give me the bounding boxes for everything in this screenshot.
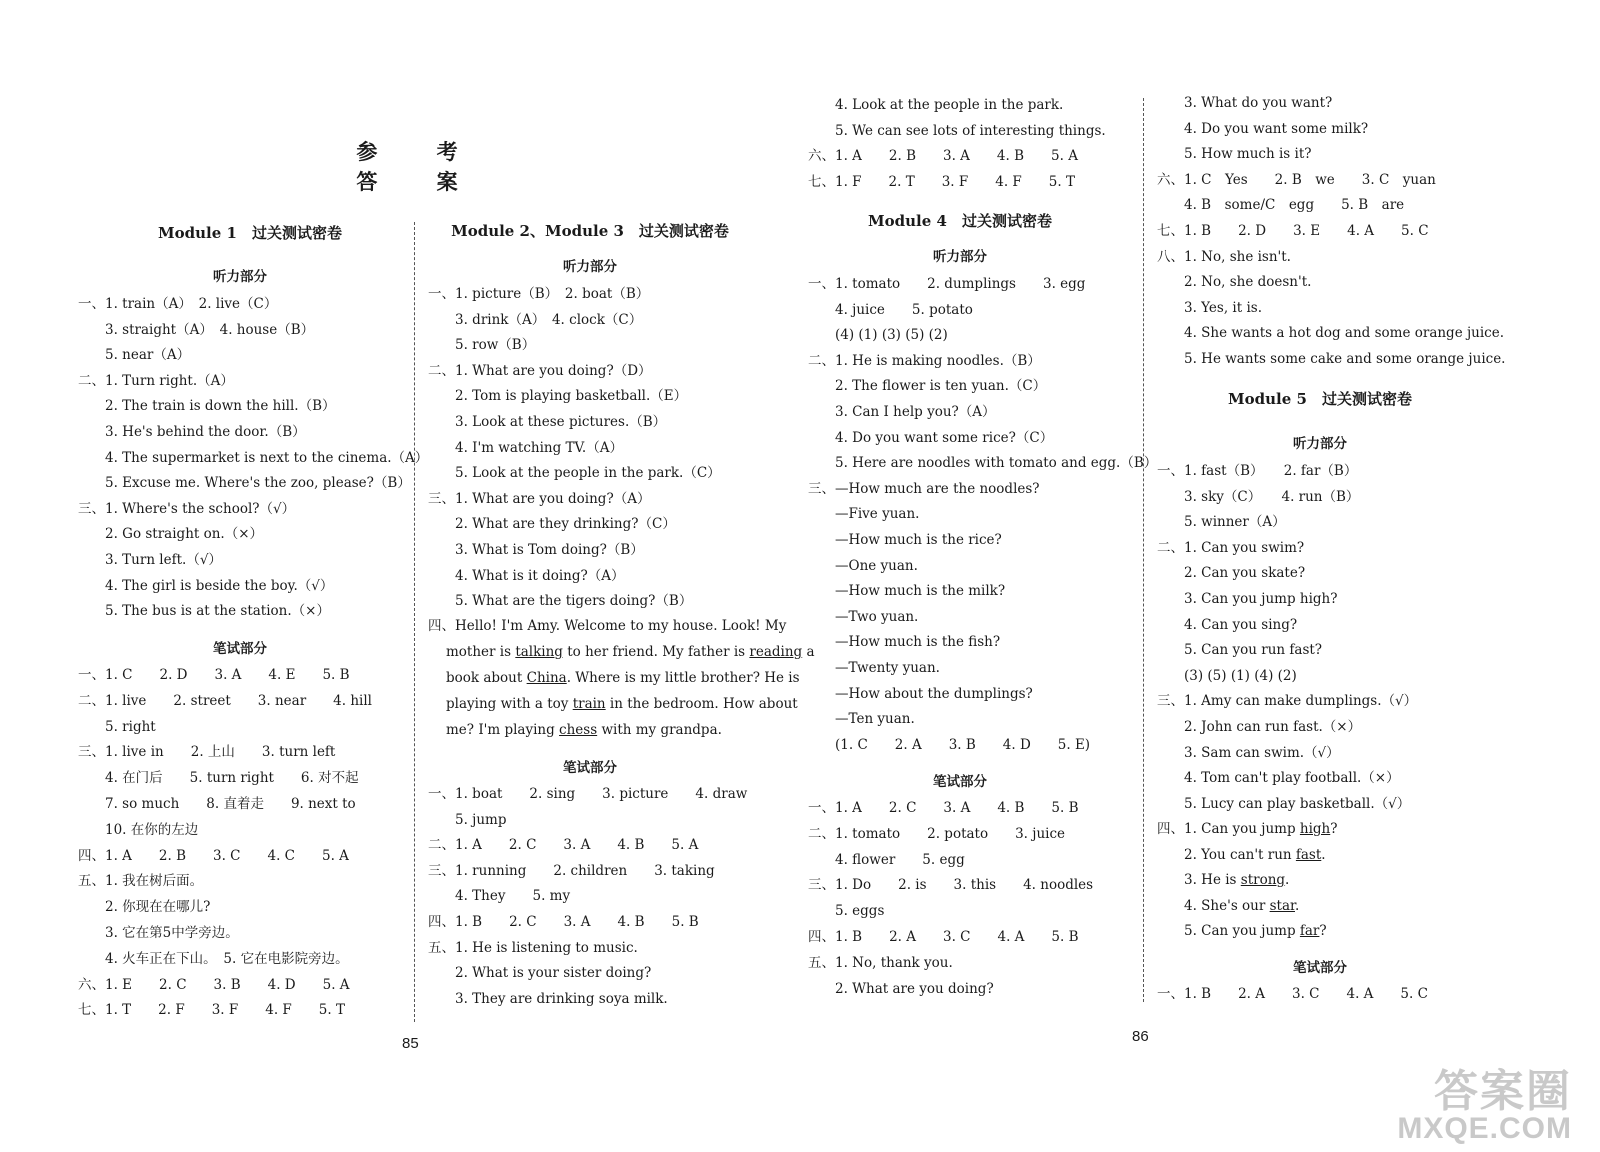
answer-line: 4. Tom can't play football.（×） [1157,770,1400,787]
paragraph-line [446,722,722,738]
answer-line: 4. I'm watching TV.（A） [428,439,623,456]
answer-line: 七、1. F 2. T 3. F 4. F 5. T [808,173,1075,190]
paragraph-text: me? I'm playing [446,722,560,738]
answer-text: 四、1. Can you jump [1157,821,1300,837]
answer-line: 三、—How much are the noodles? [808,480,1040,497]
col2-written-heading: 笔试部分 [563,760,617,776]
answer-line: 二、1. A 2. C 3. A 4. B 5. A [428,837,699,854]
answer-line: 3. He's behind the door.（B） [78,424,306,440]
answer-line: 4. They 5. my [428,888,571,905]
answer-line: —How about the dumplings? [808,685,1033,702]
answer-line: 4. What is it doing?（A） [428,567,625,584]
answer-line: 三、1. What are you doing?（A） [428,490,651,507]
underlined-answer: high [1299,821,1331,837]
answer-line: 六、1. C Yes 2. B we 3. C yuan [1157,171,1436,188]
col3-written-heading: 笔试部分 [933,774,987,790]
answer-line: 4. The supermarket is next to the cinema.（A） [78,449,429,466]
underlined-answer: talking [515,644,563,660]
col4-written-heading: 笔试部分 [1293,960,1347,976]
answer-line: —Ten yuan. [808,711,915,728]
answer-text: 5. Can you jump [1157,923,1300,940]
answer-line: 二、1. live 2. street 3. near 4. hill [78,692,372,709]
answer-line: (4) (1) (3) (5) (2) [808,327,948,344]
answer-line: —One yuan. [808,557,918,574]
answer-line: 10. 在你的左边 [78,821,199,838]
answer-line: 七、1. B 2. D 3. E 4. A 5. C [1157,223,1429,239]
watermark-url: MXQE.COM [1397,1112,1572,1145]
answer-line: 五、1. No, thank you. [808,954,953,971]
answer-line [1157,847,1326,863]
col1-listening-heading: 听力部分 [213,269,267,285]
paragraph-text: with my grandpa. [597,722,722,738]
answer-line: 5. Excuse me. Where's the zoo, please?（B） [78,475,411,492]
answer-line: 5. winner（A） [1157,514,1286,531]
answer-line: 三、1. Amy can make dumplings.（√） [1157,693,1418,710]
answer-line: 3. sky（C） 4. run（B） [1157,488,1360,505]
answer-line: (3) (5) (1) (4) (2) [1157,667,1297,684]
answer-line: 4. Look at the people in the park. [808,97,1064,113]
answer-line: 4. Can you sing? [1157,616,1298,633]
answer-line: 4. The girl is beside the boy.（√） [78,577,334,594]
answer-line: 5. How much is it? [1157,146,1312,163]
answer-line: 5. eggs [808,903,885,920]
answer-line: 5. He wants some cake and some orange juice. [1157,351,1506,367]
answer-line [1157,923,1327,939]
answer-line: 3. Yes, it is. [1157,299,1262,316]
answer-line: 2. What is your sister doing? [428,965,652,982]
answer-line: 5. row（B） [428,337,536,354]
answer-line: 2. The train is down the hill.（B） [78,398,336,415]
answer-line: —Two yuan. [808,608,919,625]
answer-line: 二、1. He is making noodles.（B） [808,352,1041,369]
answer-line: —How much is the milk? [808,583,1006,600]
answer-line: 4. juice 5. potato [808,301,973,318]
answer-line: 四、1. B 2. A 3. C 4. A 5. B [808,929,1079,945]
col1-written-heading: 笔试部分 [213,641,267,657]
answer-line: 2. What are you doing? [808,980,994,997]
answer-line: 一、1. boat 2. sing 3. picture 4. draw [428,786,748,802]
answer-line: 三、1. live in 2. 上山 3. turn left [78,744,336,761]
underlined-answer: reading [749,644,803,660]
answer-line: 六、1. E 2. C 3. B 4. D 5. A [78,976,350,993]
underlined-answer: strong [1240,872,1286,889]
answer-line: 2. What are they drinking?（C） [428,516,676,533]
answer-line: 三、1. running 2. children 3. taking [428,862,715,879]
module-1-heading: Module 1 过关测试密卷 [158,224,342,242]
answer-line: 5. Here are noodles with tomato and egg.（B） [808,455,1158,472]
underlined-answer: fast [1295,846,1322,863]
answer-line: 2. Can you skate? [1157,565,1306,582]
answer-line: 4. B some/C egg 5. B are [1157,197,1405,214]
module-5-heading: Module 5 过关测试密卷 [1228,390,1412,408]
answer-line: 2. Go straight on.（×） [78,526,264,543]
paragraph-line [446,696,798,712]
paragraph-text: . Where is my little brother? He is [566,670,800,686]
answer-line: 五、1. He is listening to music. [428,939,638,956]
answer-line: 二、1. Turn right.（A） [78,372,234,389]
answer-line: 三、1. Where's the school?（√） [78,500,296,517]
column-divider-left [414,222,415,1022]
watermark [1397,1067,1572,1145]
answer-line: —How much is the fish? [808,634,1001,651]
paragraph-text: book about [446,670,527,686]
answer-line: 5. Look at the people in the park.（C） [428,465,721,482]
answer-line: 5. We can see lots of interesting things. [808,122,1106,139]
answer-line: —How much is the rice? [808,532,1002,548]
answer-line: 5. Lucy can play basketball.（√） [1157,795,1411,812]
answer-line: 一、1. picture（B） 2. boat（B） [428,286,650,302]
answer-line: 5. What are the tigers doing?（B） [428,593,693,610]
answer-line: 一、1. tomato 2. dumplings 3. egg [808,276,1086,292]
answer-line: 4. 火车正在下山。 5. 它在电影院旁边。 [78,950,349,967]
answer-text: 4. She's our [1157,897,1270,914]
answer-line: 5. jump [428,811,507,828]
paragraph-text: a [802,644,815,660]
page-number-left: 85 [402,1035,419,1052]
underlined-answer: train [572,696,606,712]
answer-line: 2. The flower is ten yuan.（C） [808,378,1047,395]
answer-line [1157,872,1289,888]
answer-line: 3. Can you jump high? [1157,591,1338,607]
answer-line: 3. straight（A） 4. house（B） [78,321,315,338]
paragraph-text: to her friend. My father is [562,644,750,660]
col4-listening-heading: 听力部分 [1293,436,1347,452]
answer-line: 二、1. tomato 2. potato 3. juice [808,825,1066,842]
col2-listening-heading: 听力部分 [563,259,617,275]
answer-line: 一、1. train（A） 2. live（C） [78,296,278,312]
answer-text: ? [1319,923,1327,940]
answer-line: 3. Can I help you?（A） [808,404,996,420]
module-2-3-heading: Module 2、Module 3 过关测试密卷 [451,222,729,240]
paragraph-text: in the bedroom. How about [605,696,798,712]
paragraph-line: 四、Hello! I'm Amy. Welcome to my house. Look! My [428,618,787,634]
answer-line: 5. Can you run fast? [1157,642,1323,659]
underlined-answer: far [1299,923,1320,940]
answer-line [1157,898,1299,914]
page-number-right: 86 [1132,1028,1149,1045]
answer-line: —Twenty yuan. [808,660,940,676]
module-4-heading: Module 4 过关测试密卷 [868,212,1052,230]
answer-line: 7. so much 8. 直着走 9. next to [78,796,356,812]
answer-line: 四、1. A 2. B 3. C 4. C 5. A [78,847,349,864]
answer-line: 5. near（A） [78,347,191,364]
answer-line: 一、1. C 2. D 3. A 4. E 5. B [78,667,350,683]
answer-line: 3. Look at these pictures.（B） [428,414,667,430]
underlined-answer: chess [559,722,598,738]
column-divider-right [1143,98,1144,1002]
answer-text: 2. You can't run [1157,846,1296,863]
answer-line: 3. Turn left.（√） [78,552,222,568]
answer-line: 三、1. Do 2. is 3. this 4. noodles [808,877,1094,894]
answer-line: 六、1. A 2. B 3. A 4. B 5. A [808,148,1078,165]
answer-text: . [1294,897,1300,914]
answer-line: 3. 它在第5中学旁边。 [78,925,239,941]
answer-line: 一、1. fast（B） 2. far（B） [1157,463,1358,479]
answer-line: 四、1. B 2. C 3. A 4. B 5. B [428,914,699,930]
answer-line: 八、1. No, she isn't. [1157,248,1291,265]
answer-line: 3. drink（A） 4. clock（C） [428,311,643,328]
answer-line: 4. Do you want some rice?（C） [808,429,1054,446]
answer-line: 3. What is Tom doing?（B） [428,542,644,558]
paragraph-text: mother is [446,644,516,660]
watermark-logo-text: 答案圈 [1434,1067,1572,1116]
paragraph-line [446,670,800,686]
answer-line: 二、1. What are you doing?（D） [428,362,652,379]
answer-line: 4. Do you want some milk? [1157,120,1369,137]
answer-line: 4. flower 5. egg [808,851,965,868]
answer-line: (1. C 2. A 3. B 4. D 5. E) [808,736,1091,753]
answer-line [1157,821,1338,837]
answer-text: . [1321,846,1326,863]
answer-text: 3. He is [1157,872,1241,889]
answer-line: 4. 在门后 5. turn right 6. 对不起 [78,770,359,787]
underlined-answer: China [526,670,567,686]
answer-line: 2. No, she doesn't. [1157,274,1312,291]
answer-line: 5. The bus is at the station.（×） [78,603,330,620]
paragraph-line [446,644,815,660]
answer-text: . [1285,872,1290,889]
answer-line: 4. She wants a hot dog and some orange juice. [1157,325,1505,342]
answer-text: ? [1330,821,1338,837]
page-title: 参 考 答 案 [356,139,484,194]
col4-written-line: 一、1. B 2. A 3. C 4. A 5. C [1157,986,1428,1002]
paragraph-text: playing with a toy [446,696,573,712]
answer-line: 二、1. Can you swim? [1157,539,1305,556]
answer-line: 2. John can run fast.（×） [1157,719,1362,735]
underlined-answer: star [1269,897,1295,914]
answer-line: 3. What do you want? [1157,95,1333,111]
answer-line: 五、1. 我在树后面。 [78,873,204,890]
answer-line: 2. 你现在在哪儿? [78,899,211,916]
answer-line: 七、1. T 2. F 3. F 4. F 5. T [78,1002,345,1019]
answer-line: 一、1. A 2. C 3. A 4. B 5. B [808,800,1079,816]
answer-line: 3. They are drinking soya milk. [428,990,668,1007]
answer-line: 5. right [78,718,156,735]
answer-line: 2. Tom is playing basketball.（E） [428,388,688,405]
answer-line: 3. Sam can swim.（√） [1157,744,1340,761]
col3-listening-heading: 听力部分 [933,249,987,265]
answer-line: —Five yuan. [808,506,920,523]
